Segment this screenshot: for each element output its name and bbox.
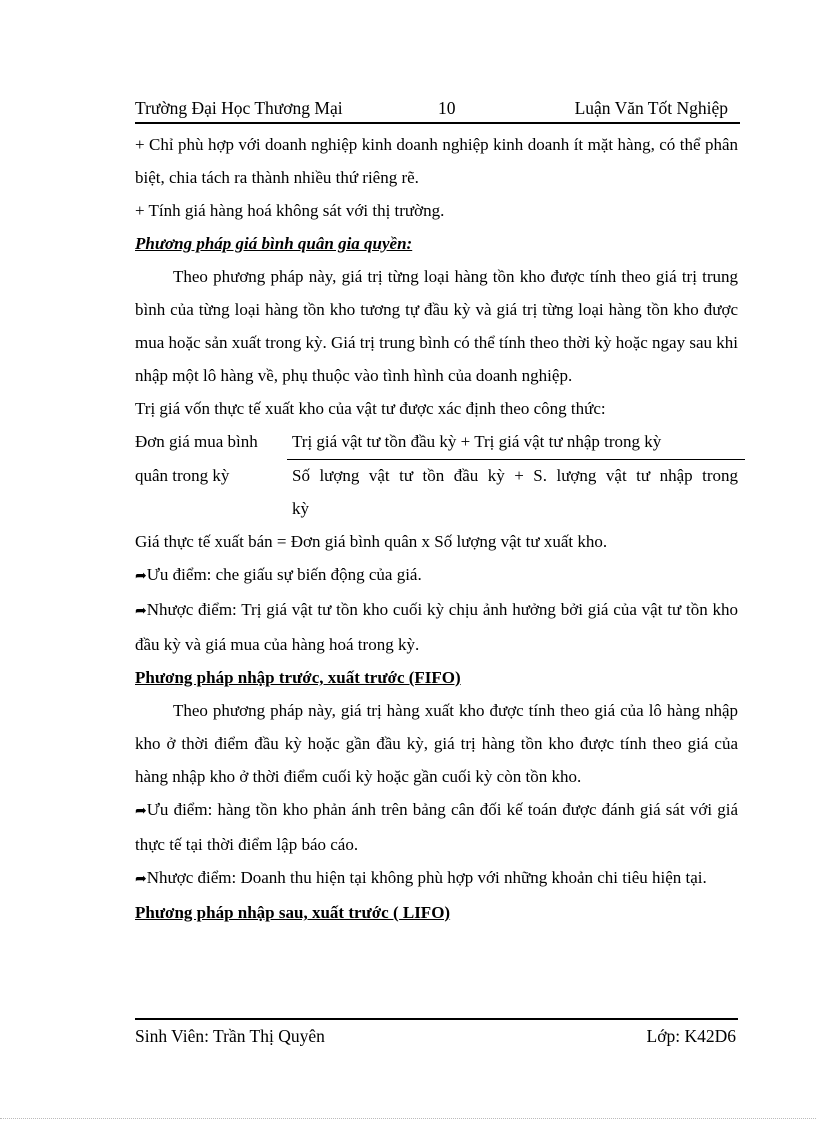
- header-school: Trường Đại Học Thương Mại: [135, 98, 343, 118]
- formula-numerator: Trị giá vật tư tồn đầu kỳ + Trị giá vật tư nhập trong kỳ: [292, 432, 662, 451]
- footer-class: Lớp: K42D6: [646, 1026, 736, 1046]
- disadvantage-text: Doanh thu hiện tại không phù hợp với những khoản chi tiêu hiện tại.: [236, 868, 707, 887]
- formula-block: [135, 425, 738, 525]
- advantage-text: hàng tồn kho phản ánh trên bảng cân đối kế toán được đánh giá sát với giá thực tế tại thời điểm lập báo cáo.: [135, 800, 738, 854]
- page-edge-divider: [0, 1118, 816, 1119]
- section-heading: Phương pháp giá bình quân gia quyền:: [135, 234, 413, 253]
- arrow-bullet-icon: ➦: [135, 603, 147, 619]
- disadvantage-item: [135, 861, 738, 896]
- disadvantage-label: Nhược điểm:: [146, 868, 237, 887]
- paragraph: + Tính giá hàng hoá không sát với thị trường.: [135, 201, 445, 220]
- header-page-number: 10: [438, 98, 456, 118]
- arrow-bullet-icon: ➦: [135, 871, 147, 887]
- page-header: [135, 96, 740, 124]
- section-heading: Phương pháp nhập trước, xuất trước (FIFO): [135, 668, 461, 687]
- formula-label: [135, 425, 280, 493]
- arrow-bullet-icon: ➦: [135, 803, 147, 819]
- header-document-type: Luận Văn Tốt Nghiệp: [574, 98, 728, 118]
- disadvantage-label: Nhược điểm:: [146, 600, 237, 619]
- page-body: [135, 128, 738, 929]
- paragraph: + Chỉ phù hợp với doanh nghiệp kinh doanh nghiệp kinh doanh ít mặt hàng, có thể phân biệt, chia tách ra thành nhiều thứ riêng rẽ.: [135, 135, 738, 187]
- disadvantage-item: [135, 593, 738, 661]
- advantage-label: Ưu điểm:: [146, 565, 212, 584]
- paragraph: Theo phương pháp này, giá trị hàng xuất kho được tính theo giá của lô hàng nhập kho ở thời điểm đầu kỳ hoặc gần đầu kỳ, giá trị hàng tồn kho được tính theo giá của hàng nhập kho ở thời điểm cuối kỳ hoặc gần cuối kỳ còn tồn kho.: [135, 701, 738, 786]
- advantage-item: [135, 793, 738, 861]
- arrow-bullet-icon: ➦: [135, 568, 147, 584]
- paragraph: Trị giá vốn thực tế xuất kho của vật tư được xác định theo công thức:: [135, 399, 606, 418]
- footer-student: Sinh Viên: Trần Thị Quyên: [135, 1026, 325, 1046]
- disadvantage-text: Trị giá vật tư tồn kho cuối kỳ chịu ảnh hưởng bởi giá của vật tư tồn kho đầu kỳ và giá mua của hàng hoá trong kỳ.: [135, 600, 738, 654]
- formula-denominator: Số lượng vật tư tồn đầu kỳ + S. lượng vật tư nhập trong: [292, 466, 738, 485]
- advantage-label: Ưu điểm:: [146, 800, 213, 819]
- formula-label-line: quân trong kỳ: [135, 466, 230, 485]
- section-heading: Phương pháp nhập sau, xuất trước ( LIFO): [135, 903, 451, 922]
- formula-denominator-continued: kỳ: [292, 499, 309, 518]
- paragraph: Giá thực tế xuất bán = Đơn giá bình quân x Số lượng vật tư xuất kho.: [135, 532, 608, 551]
- page-footer: [135, 1018, 738, 1046]
- paragraph: Theo phương pháp này, giá trị từng loại hàng tồn kho được tính theo giá trị trung bình của từng loại hàng tồn kho tương tự đầu kỳ và giá trị từng loại hàng tồn kho được mua hoặc sản xuất trong kỳ. Giá trị trung bình có thể tính theo thời kỳ hoặc ngay sau khi nhập một lô hàng về, phụ thuộc vào tình hình của doanh nghiệp.: [135, 267, 738, 385]
- advantage-item: [135, 558, 738, 593]
- advantage-text: che giấu sự biến động của giá.: [211, 565, 422, 584]
- formula-label-line: Đơn giá mua bình: [135, 432, 258, 451]
